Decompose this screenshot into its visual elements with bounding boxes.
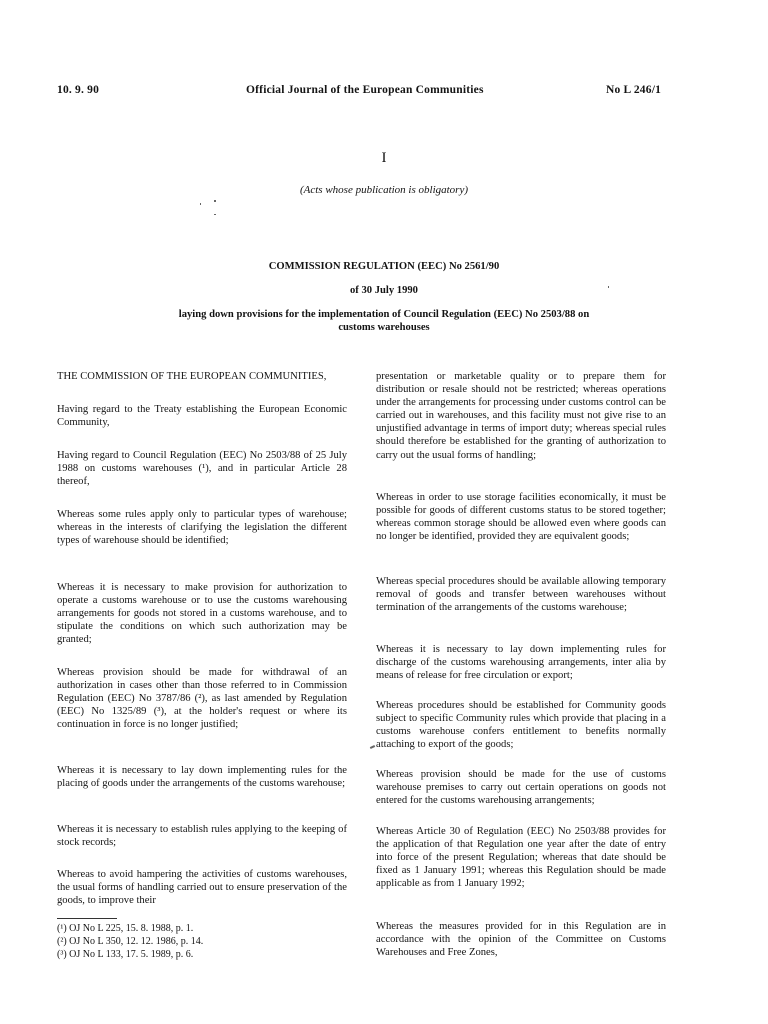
section-numeral: I	[381, 150, 387, 166]
recital-paragraph: Whereas procedures should be established for Community goods subject to specific Community rules which provide that placing in a customs warehouse confers entitlement to benefits normally attaching to export of the goods;	[376, 700, 666, 751]
recital-paragraph: Whereas it is necessary to lay down implementing rules for discharge of the customs warehousing arrangements, inter alia by means of release for free circulation or export;	[376, 644, 666, 682]
regulation-date: of 30 July 1990	[350, 285, 418, 296]
recital-paragraph: Whereas it is necessary to establish rules applying to the keeping of stock records;	[57, 824, 347, 849]
recital-paragraph: Whereas special procedures should be available allowing temporary removal of goods and transfer between warehouses without termination of the arrangements of the customs warehouse;	[376, 576, 666, 614]
regulation-subject-line2: customs warehouses	[338, 322, 430, 333]
regulation-subject-line1: laying down provisions for the implementation of Council Regulation (EEC) No 2503/88 on	[178, 309, 590, 320]
scan-speck	[200, 203, 201, 205]
regulation-title: COMMISSION REGULATION (EEC) No 2561/90	[268, 261, 500, 272]
recital-paragraph: Whereas provision should be made for withdrawal of an authorization in cases other than those referred to in Commission Regulation (EEC) No 3787/86 (²), as last amended by Regulation (EEC) No 1325/89 (³), at the holder's request or where its continuation in force is no longer justified;	[57, 667, 347, 731]
scan-speck	[214, 200, 216, 202]
recital-paragraph: Whereas the measures provided for in this Regulation are in accordance with the opinion of the Committee on Customs Warehouses and Free Zones,	[376, 921, 666, 959]
scan-speck	[370, 745, 375, 749]
header-page-number: No L 246/1	[606, 84, 662, 96]
recital-paragraph: Whereas to avoid hampering the activities of customs warehouses, the usual forms of handling carried out to ensure preservation of the goods, to improve their	[57, 869, 347, 907]
recital-paragraph: Whereas provision should be made for the use of customs warehouse premises to carry out certain operations on goods not entered for the customs warehousing arrangements;	[376, 769, 666, 807]
recital-paragraph: Whereas some rules apply only to particular types of warehouse; whereas in the interests of clarifying the legislation the different types of warehouse should be identified;	[57, 509, 347, 547]
recital-paragraph: Whereas it is necessary to lay down implementing rules for the placing of goods under the arrangements of the customs warehouse;	[57, 765, 347, 790]
recital-paragraph: Having regard to Council Regulation (EEC) No 2503/88 of 25 July 1988 on customs warehouses (¹), and in particular Article 28 thereof,	[57, 450, 347, 488]
recital-paragraph: Whereas in order to use storage facilities economically, it must be possible for goods of different customs status to be stored together; whereas common storage should be allowed even where goods can no longer be identified, provided they are equivalent goods;	[376, 492, 666, 543]
header-journal-title: Official Journal of the European Communities	[246, 84, 484, 96]
recital-paragraph: Whereas it is necessary to make provision for authorization to operate a customs warehouse or to use the customs warehousing arrangements for goods not stored in a customs warehouse, and to stipulate the conditions on which such authorization may be granted;	[57, 582, 347, 646]
recital-paragraph: THE COMMISSION OF THE EUROPEAN COMMUNITIES,	[57, 371, 327, 382]
scan-speck	[214, 214, 216, 215]
header-date: 10. 9. 90	[57, 84, 100, 96]
footnote: (²) OJ No L 350, 12. 12. 1986, p. 14.	[57, 936, 204, 947]
scan-speck	[608, 286, 609, 288]
recital-paragraph: Whereas Article 30 of Regulation (EEC) No 2503/88 provides for the application of that Regulation one year after the date of entry into force of the present Regulation; whereas that date should be fixed as 1 January 1991; whereas this Regulation should be made applicable as from 1 January 1992;	[376, 826, 666, 890]
footnote: (³) OJ No L 133, 17. 5. 1989, p. 6.	[57, 949, 194, 960]
footnote: (¹) OJ No L 225, 15. 8. 1988, p. 1.	[57, 923, 194, 934]
footnote-divider	[57, 918, 117, 919]
section-note: (Acts whose publication is obligatory)	[299, 184, 469, 196]
recital-paragraph: Having regard to the Treaty establishing the European Economic Community,	[57, 404, 347, 429]
recital-paragraph: presentation or marketable quality or to prepare them for distribution or resale should not be restricted; whereas operations under the arrangements for processing under customs control can be carried out in warehouses, and this facility must not give rise to an unjustified advantage in terms of import duty; whereas special rules should therefore be established for the granting of authorization to carry out the usual forms of handling;	[376, 371, 666, 461]
